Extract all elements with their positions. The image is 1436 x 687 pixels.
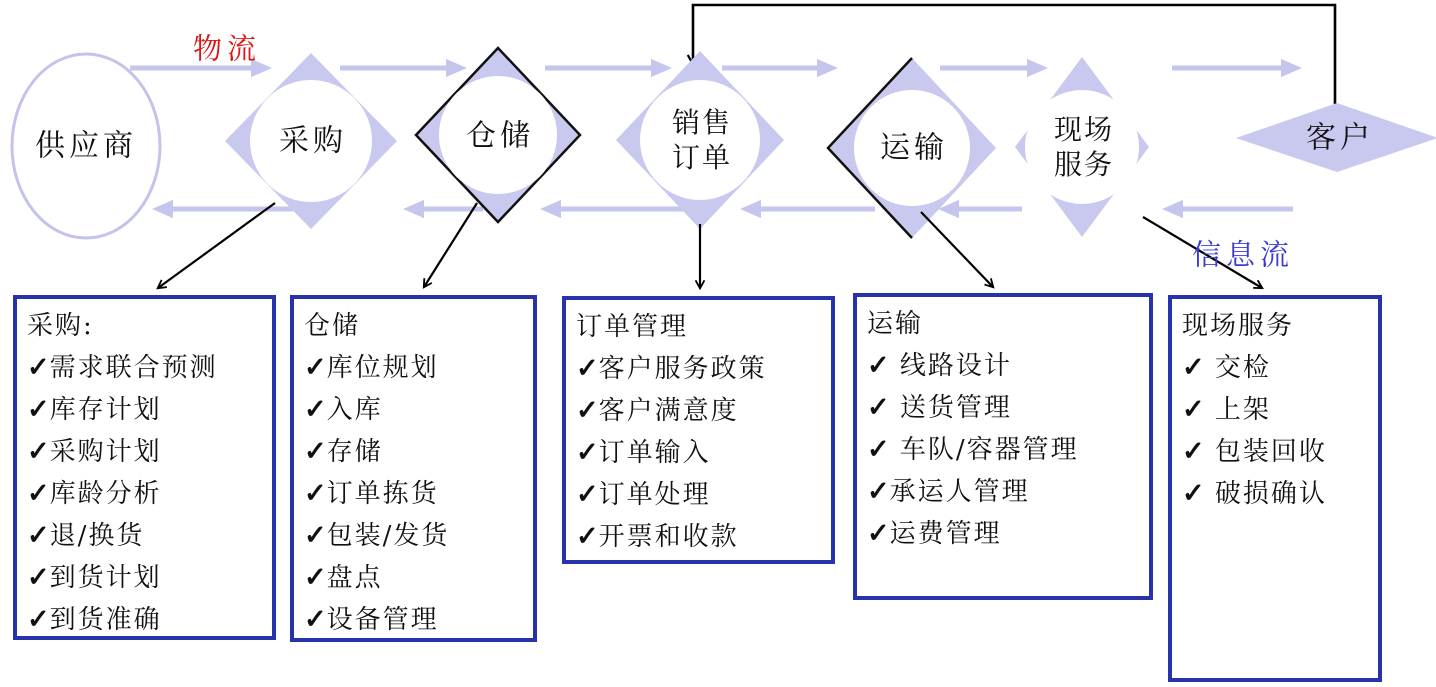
check-icon: ✓ — [27, 562, 50, 593]
box-item: ✓ 订单输入 — [576, 432, 827, 474]
transport-connector — [921, 212, 993, 287]
check-icon: ✓ — [27, 436, 50, 467]
box-title: 订单管理 — [576, 312, 689, 342]
check-icon: ✓ — [1182, 436, 1205, 467]
check-icon: ✓ — [576, 479, 599, 510]
box-item: ✓ 盘点 — [304, 557, 529, 599]
box-item: ✓ 上架 — [1182, 389, 1374, 431]
customer-label: 客户 — [1306, 120, 1374, 156]
warehouse-label: 仓储 — [466, 118, 534, 154]
box-title: 仓储 — [304, 311, 361, 341]
box-item: ✓ 库存计划 — [27, 389, 268, 431]
box-item: ✓ 入库 — [304, 389, 529, 431]
information-flow-label: 信息流 — [1191, 237, 1295, 272]
box-item: ✓ 库龄分析 — [27, 473, 268, 515]
field-service-label: 现场 服务 — [1053, 113, 1115, 181]
box-item: ✓ 开票和收款 — [576, 516, 827, 558]
check-icon: ✓ — [27, 352, 50, 383]
box-item: ✓ 订单拣货 — [304, 473, 529, 515]
check-icon: ✓ — [867, 476, 890, 507]
check-icon: ✓ — [867, 350, 890, 381]
check-icon: ✓ — [304, 604, 327, 635]
box-item: ✓ 线路设计 — [867, 345, 1145, 387]
check-icon: ✓ — [867, 434, 890, 465]
logistics-flow-label: 物流 — [192, 31, 262, 66]
check-icon: ✓ — [304, 436, 327, 467]
order-mgmt-box — [562, 296, 835, 564]
warehouse-connector — [424, 203, 477, 287]
field-service-box — [1168, 295, 1382, 682]
check-icon: ✓ — [304, 520, 327, 551]
box-item: ✓ 破损确认 — [1182, 473, 1374, 515]
check-icon: ✓ — [304, 478, 327, 509]
box-title: 现场服务 — [1182, 311, 1295, 341]
customer-to-sales-order-line — [693, 5, 1335, 104]
box-item: ✓ 承运人管理 — [867, 471, 1145, 513]
procurement-box — [13, 295, 276, 640]
box-item: ✓ 订单处理 — [576, 474, 827, 516]
check-icon: ✓ — [27, 520, 50, 551]
box-item: ✓ 需求联合预测 — [27, 347, 268, 389]
box-item: ✓ 库位规划 — [304, 347, 529, 389]
box-item: ✓ 到货计划 — [27, 557, 268, 599]
box-item: ✓ 到货准确 — [27, 599, 268, 641]
box-item: ✓ 采购计划 — [27, 431, 268, 473]
box-item: ✓ 包装回收 — [1182, 431, 1374, 473]
check-icon: ✓ — [576, 353, 599, 384]
warehouse-box — [290, 295, 537, 642]
check-icon: ✓ — [304, 562, 327, 593]
box-item: ✓ 存储 — [304, 431, 529, 473]
check-icon: ✓ — [576, 437, 599, 468]
sales-order-label: 销售 订单 — [671, 106, 733, 174]
check-icon: ✓ — [576, 395, 599, 426]
transport-label: 运输 — [880, 130, 948, 166]
box-item: ✓ 车队/容器管理 — [867, 429, 1145, 471]
box-item: ✓ 包装/发货 — [304, 515, 529, 557]
check-icon: ✓ — [27, 604, 50, 635]
box-item: ✓ 运费管理 — [867, 513, 1145, 555]
check-icon: ✓ — [27, 394, 50, 425]
check-icon: ✓ — [867, 518, 890, 549]
box-title: 运输 — [867, 309, 924, 339]
check-icon: ✓ — [1182, 394, 1205, 425]
box-item: ✓ 交检 — [1182, 347, 1374, 389]
supplier-label: 供应商 — [35, 128, 137, 164]
box-title: 采购: — [27, 311, 94, 341]
check-icon: ✓ — [867, 392, 890, 423]
box-item: ✓ 送货管理 — [867, 387, 1145, 429]
transport-box — [853, 293, 1153, 600]
procurement-label: 采购 — [279, 123, 347, 159]
check-icon: ✓ — [27, 478, 50, 509]
box-item: ✓ 退/换货 — [27, 515, 268, 557]
box-item: ✓ 设备管理 — [304, 599, 529, 641]
check-icon: ✓ — [576, 521, 599, 552]
box-item: ✓ 客户满意度 — [576, 390, 827, 432]
procurement-connector — [158, 203, 275, 288]
check-icon: ✓ — [1182, 478, 1205, 509]
check-icon: ✓ — [304, 352, 327, 383]
check-icon: ✓ — [304, 394, 327, 425]
check-icon: ✓ — [1182, 352, 1205, 383]
box-item: ✓ 客户服务政策 — [576, 348, 827, 390]
